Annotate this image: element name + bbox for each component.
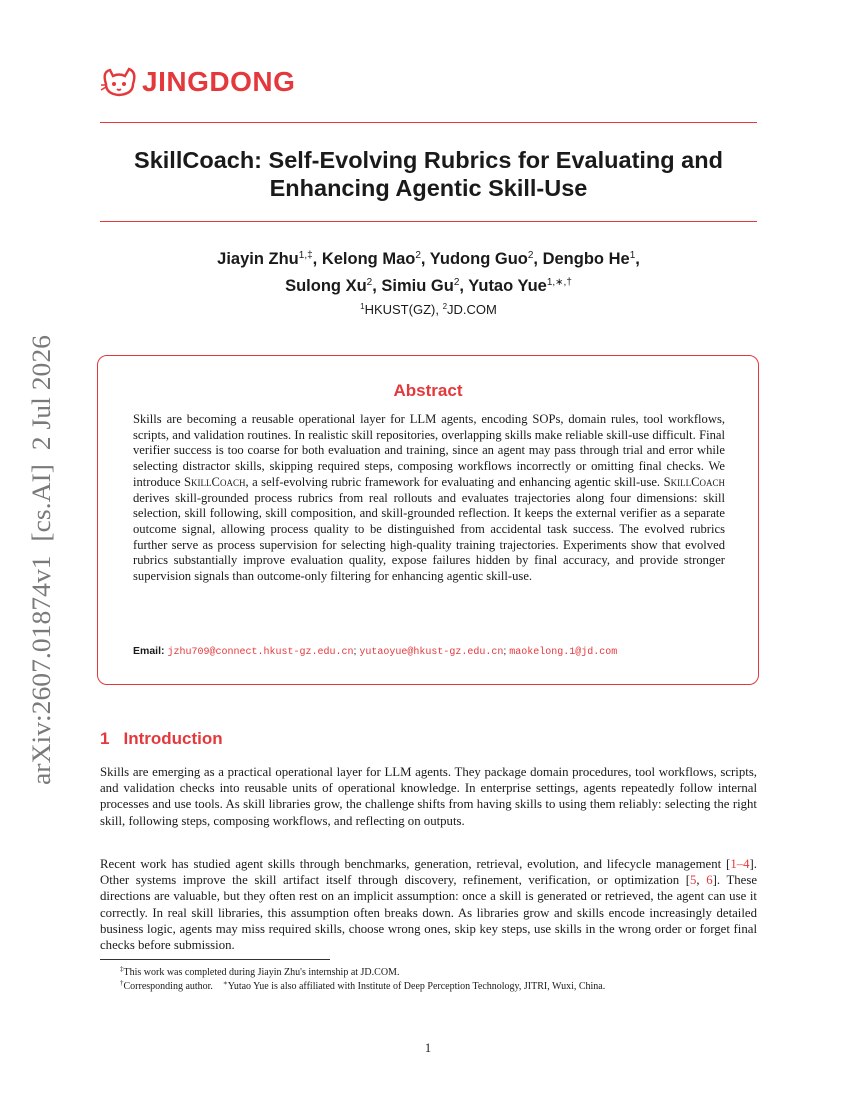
email-link[interactable]: jzhu709@connect.hkust-gz.edu.cn (167, 647, 354, 658)
method-name: SkillCoach (663, 474, 725, 489)
email-label: Email: (133, 645, 165, 657)
footnote-mark: ‡ (120, 965, 124, 973)
author-name: Yutao Yue (468, 277, 547, 295)
abstract-part-2: , a self-evolving rubric framework for evaluating and enhancing agentic skill-use. (245, 474, 664, 489)
author-sup: 2 (415, 250, 421, 261)
section-title: Introduction (123, 729, 223, 748)
footnote-text: Yutao Yue is also affiliated with Institute of Deep Perception Technology, JITRI, Wuxi, China. (227, 981, 606, 992)
footnote-text: This work was completed during Jiayin Zhu's internship at JD.COM. (123, 967, 400, 978)
text-run: Recent work has studied agent skills through benchmarks, generation, retrieval, evolution, and lifecycle management [ (100, 857, 731, 871)
email-link[interactable]: yutaoyue@hkust-gz.edu.cn (359, 647, 504, 658)
author-line-1: Jiayin Zhu$^{1,\ddagger}$, Kelong Mao$^2$, Yudong Guo$^2$, Dengbo He$^1$, (217, 250, 640, 268)
method-name: SkillCoach (184, 474, 246, 489)
text-run: ]. Other systems improve the skill artifact itself through discovery, refinement, verification, or optimization [ (100, 857, 757, 888)
author-name: Yudong Guo (429, 250, 528, 268)
page-number: 1 (424, 1041, 432, 1055)
intro-paragraph-1: Skills are emerging as a practical operational layer for LLM agents. They package domain procedures, tool workflows, scripts, and validation checks into reusable units of operational knowledge. In enterprise settings, agents repeatedly follow internal processes and use tools. As skill libraries grow, the challenge shifts from having skills to using them reliably: selecting the right skill, following steps, composing workflows, and reflecting on outputs. (100, 765, 757, 828)
abstract-text (133, 412, 725, 585)
top-divider (100, 122, 757, 123)
affil-name: JD.COM (447, 302, 497, 317)
author-sup: 2 (527, 250, 534, 261)
title-divider (100, 221, 757, 222)
footnote-2 (100, 977, 777, 993)
affil-sup: 2 (442, 302, 448, 311)
email-line: Email: jzhu709@connect.hkust-gz.edu.cn; yutaoyue@hkust-gz.edu.cn; maokelong.1@jd.com (133, 645, 618, 658)
author-sup: 1 (629, 250, 636, 261)
abstract-heading: Abstract (393, 381, 463, 400)
section-heading (100, 729, 223, 749)
author-name: Sulong Xu (285, 277, 367, 295)
author-sup: 1,‡ (298, 250, 313, 261)
author-line-2: Sulong Xu$^2$, Simiu Gu$^2$, Yutao Yue$^{1,∗,\dagger}$ (285, 277, 572, 295)
email-link[interactable]: maokelong.1@jd.com (509, 647, 618, 658)
author-list (100, 244, 757, 298)
title-line-1: SkillCoach: Self-Evolving Rubrics for Evaluating and (134, 147, 723, 173)
author-sup: 2 (366, 277, 373, 288)
footnote-mark: † (120, 979, 124, 987)
footnote-divider (100, 959, 330, 960)
jd-dog-mascot-icon (100, 64, 138, 100)
footnote-mark: ∗ (222, 979, 228, 987)
title-line-2: Enhancing Agentic Skill-Use (269, 175, 588, 201)
arxiv-id-text: arXiv:2607.01874v1 [cs.AI] 2 Jul 2026 (27, 361, 56, 785)
citation-link[interactable]: 1–4 (730, 857, 750, 871)
author-name: Jiayin Zhu (217, 250, 299, 268)
author-name: Dengbo He (542, 250, 630, 268)
affil-sup: 1 (360, 302, 365, 311)
text-run: ]. These directions are valuable, but they often rest on an implicit assumption: once a skill is generated or retrieved, the agent can use it correctly. In real skill libraries, this assumption often breaks down. As libraries grow and skills encode increasingly detailed business logic, agents may miss required skills, choose wrong ones, skip key steps, use skills in the wrong order or forget final checks before submission. (100, 873, 757, 953)
author-sup: 1,∗,† (546, 277, 572, 288)
abstract-part-1: Skills are becoming a reusable operational layer for LLM agents, encoding SOPs, domain rules, tool workflows, scripts, and validation routines. In realistic skill repositories, overlapping skills make reliable skill-use difficult. Final verifier success is too coarse for both evaluation and training, since an agent may pass through trial and error while selecting distractor skills, skipping required steps, composing workflows incorrectly or omitting final checks. We introduce (133, 412, 725, 489)
logo-text: JINGDONG (142, 66, 296, 97)
author-name: Kelong Mao (321, 250, 416, 268)
citation-link[interactable]: 5 (689, 873, 697, 888)
section-number: 1 (100, 729, 110, 748)
intro-paragraph-2: Recent work has studied agent skills through benchmarks, generation, retrieval, evolution, and lifecycle management [1–4]. Other systems improve the skill artifact itself through discovery, refinement, verification, or optimization [5, 6]. These directions are valuable, but they often rest on an implicit assumption: once a skill is generated or retrieved, the agent can use it correctly. In real skill libraries, this assumption often breaks down. As libraries grow and skills encode increasingly detailed business logic, agents may miss required skills, choose wrong ones, skip key steps, use skills in the wrong order or forget final checks before submission. (100, 857, 757, 953)
affiliations: $^1$HKUST(GZ), $^2$JD.COM (360, 302, 497, 317)
affil-name: HKUST(GZ) (364, 302, 436, 317)
footnote-text: Corresponding author. (123, 981, 213, 992)
citation-link[interactable]: 6 (706, 873, 713, 888)
arxiv-stamp (6, 330, 66, 790)
abstract-part-3: derives skill-grounded process rubrics from real rollouts and evaluates trajectories along four dimensions: skill selection, skill following, skill composition, and skill-grounded reflection. It keeps the external verifier as a separate outcome signal, allowing process quality to be distinguished from accidental task success. The evolved rubrics further serve as process supervision for selecting high-quality training trajectories. Experiments show that evolved rubrics substantially improve evaluation quality, expose failures hidden by final accuracy, and provide stronger supervision signals than outcome-only filtering for enhancing agentic skill-use. (133, 490, 725, 584)
jingdong-logo (100, 62, 295, 102)
author-sup: 2 (453, 277, 460, 288)
author-name: Simiu Gu (381, 277, 454, 295)
paper-title (100, 146, 757, 202)
